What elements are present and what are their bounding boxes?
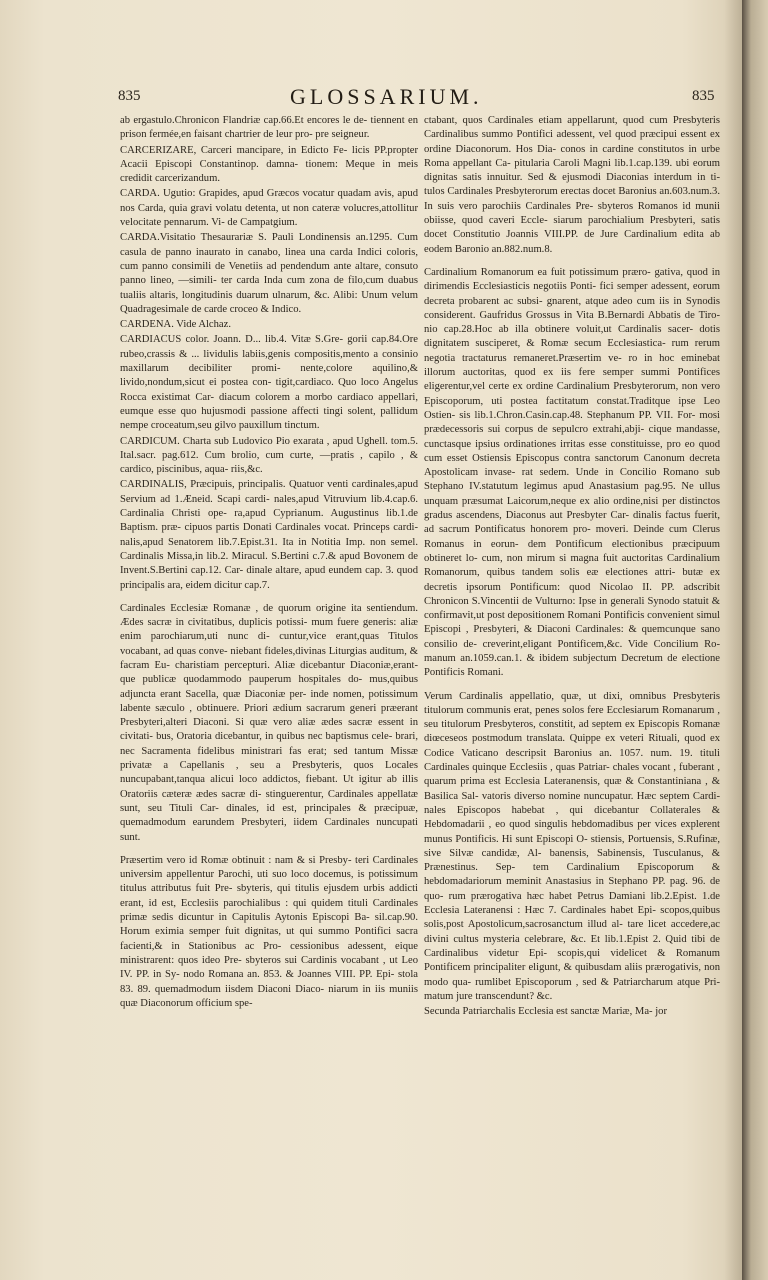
page-number-right: 835 — [692, 88, 715, 104]
paragraph: Cardinalium Romanorum ea fuit potissimum præro- gativa, quod in dirimendis Ecclesiasticis negotiis Ponti- fici semper adessent, eorum decreta probarent ac subsi- gnarent, atque adeo cum iis in Synodis considerent. Gaufridus Grossus in Vita B.Bernardi Abbatis de Tiro- nio cap.28.Hoc ab illa obtinere voluit,ut Cardinalis sacer- dotis dignitatem susciperet, & Romæ secum Ecclesiastica- rum rerum negotia tractaturus remaneret.Præsertim ve- ro in hoc eminebat illorum auctoritas, quod ex iis fere semper summi Pontifices eligerentur,vel certe ex ordine Cardinalium Presbyterorum, non vero Episcoporum, uti postea factitatum constat.Traditque ipse Leo Ostien- sis lib.1.Chron.Casin.cap.48. Stephanum PP. VII. For- mosi prædecessoris sui corpus de sepulcro extrahi,abji- cique mandasse, cunctasque ipsius ordinationes irritas esse constituisse, pro eo quod cum esset Ostiensis Episcopus contra sanctorum Canonum decreta Apostolicam invase- rat sedem. Unde in Concilio Romano sub Stephano IV.statutum legimus apud Anastasium pag.95. Ne ullus unquam præsumat Laicorum,neque ex alio ordine,nisi per distinctos gradus ascendens, Diaconus aut Presbyter Car- dinalis factus fuerit, ad sacrum Pontificatus honorem pro- moveri. Deinde cum Clerus Romanus in eorun- dem Pontificum electionibus præcipuum obtineret lo- cum, non mirum si magna fuit auctoritas Cardinalium Romanorum, quibus tandem solis eæ electiones attri- butæ ex decretis ipsorum Pontificum: quod Nicolao II. PP. adscribit Chronicon S.Vincentii de Vulturno: Ipse in generali Synodo statuit & confirmavit,ut post depositionem Romani Pontificis convenient simul Episcopi , Presbyteri, & Diaconi Cardinales: & quemcunque sano consilio de- creverint,eligant Pontificem,&c. Vide Concilium Ro- manum an.1059.can.1. & ibidem subjectum Decretum de electione Pontificis Romani. — [424, 266, 720, 679]
left-column — [120, 114, 418, 1012]
running-title: GLOSSARIUM. — [290, 84, 483, 109]
entry-cardena: CARDENA. Vide Alchaz. — [120, 319, 231, 331]
adjacent-page-edge — [742, 0, 768, 1280]
entry-cardiacus: CARDIACUS color. Joann. D... lib.4. Vitæ S.Gre- gorii cap.84.Ore rubeo,crassis & ... lividulis labiis,genis compositis,mento a consinio maxillarum decibiliter promi- nente,colore aquilino,& livido,nondum,sicut ei postea con- tigit,cardiaco. Quo loco Angelus Rocca existimat Car- diacum colorem a morbo cardiaco appellari, eumque esse quo hujusmodi passione affecti tingi solent, pallidum nempe croceatum,seu gilvo pauxillum tinctum. — [120, 334, 418, 432]
entry-cardicum: CARDICUM. Charta sub Ludovico Pio exarata , apud Ughell. tom.5. Ital.sacr. pag.612. Cum brolio, cum curte, —pratis , capilo , & cardico, piscinibus, aqua- riis,&c. — [120, 435, 418, 476]
entry-cardinalis: CARDINALIS, Præcipuis, principalis. Quatuor venti cardinales,apud Servium ad 1.Æneid. Scapi cardi- nales,apud Vitruvium lib.4.cap.6. Cardinalia Christi ope- ra,apud Cyprianum. Augustinus lib.1.de Baptism. præ- cipuos partis Donati Cardinales vocat. Princeps cardi- nalis,apud Senatorem lib.7.Epist.31. Ita in Notitia Imp. non semel. Cardinalis Missa,in lib.2. Miracul. S.Bertini c.7.& apud Bovonem de Invent.S.Bertini cap.12. Car- dinale altare, apud eundem cap. 3. quod principalis ara, eidem dicitur cap.7. — [120, 479, 418, 591]
right-column — [424, 114, 720, 1020]
entry-carcerizare: CARCERIZARE, Carceri mancipare, in Edicto Fe- licis PP.propter Acacii Episcopi Constantinop. damna- tionem: Meque in meis credidit carcerizandum. — [120, 144, 418, 185]
page-fold-shadow — [724, 0, 742, 1280]
entry-carda: CARDA. Ugutio: Grapides, apud Græcos vocatur quadam avis, apud nos Carda, quia gravi volatu detenta, ut non cateræ volucres,attollitur velocitate pennarum. Vi- de Campatgium. — [120, 188, 418, 229]
paragraph: Secunda Patriarchalis Ecclesia est sanctæ Mariæ, Ma- jor — [424, 1006, 667, 1018]
paragraph: ctabant, quos Cardinales etiam appellarunt, quod cum Presbyteris Cardinalibus summo Pontifici adessent, vel quod præcipui essent ex ordine Diaconorum. Hos Dia- conos in cardine constitutos in urbe Roma appellant Ca- pitularia Caroli Magni lib.1.cap.139. ubi eorum dignitas satis innuitur. Sed & ejusmodi Diaconias interdum in ti- tulos Cardinales Presbyterorum erectas docet Baronius an.603.num.3. In suis vero parochiis Cardinales Pre- sbyteros Romanos id munii obiisse, quod caveri Eccle- siarum parochialium Presbyteri, satis docet Constitutio Joannis VIII.PP. de Jure Cardinalium edita ab eodem Baronio an.882.num.8. — [424, 115, 720, 255]
entry-carda-visitatio: CARDA.Visitatio Thesaurariæ S. Pauli Londinensis an.1295. Cum casula de panno inaurato in canabo, linea una carda Indici coloris, cum panno consimili de Venetiis ad pendendum ante altare, consuto panno lineo, —simili- ter carda Inda cum zona de filo,cum duabus tualiis altaris, longitudinis duarum ulnarum, &c. Alibi: Unum velum Quadragesimale de carde croceo & Indico. — [120, 232, 418, 315]
paragraph: ab ergastulo.Chronicon Flandriæ cap.66.Et encores le de- tiennent en prison fermée,en faisant chartrier de leur pro- pre seigneur. — [120, 115, 418, 141]
page-number-left: 835 — [118, 88, 141, 104]
page-header — [0, 84, 742, 114]
paragraph: Cardinales Ecclesiæ Romanæ , de quorum origine ita sentiendum. Ædes sacræ in civitatibus, duplicis potissi- mum fuere generis: aliæ enim parochiarum,uti nunc di- cuntur,vice erant,quas Titulos vocabant, ad quas conve- niebant fideles,divinas Liturgias auditum, & facram Eu- charistiam percepturi. Aliæ dicebantur Diaconiæ,erant- que publicæ quodammodo pauperum hospitales do- mus,quibus adjuncta erant Sacella, quæ Diaconiæ per- inde nomen, potissimum labente sæculo , obtinuere. Priori ædium sacrarum generi præerant Presbyteri,alteri Diaconi. Si quæ vero aliæ ædes sacræ essent in civitati- bus, Oratoria dicebantur, in quibus nec baptismus cele- brari, nec Sacramenta fidelibus ministrari fas erat; sed tantum Missæ privatæ a Capellanis , seu a Presbyteris, quos Locales nuncupabant,tanqua alicui loco addictos, fiebant. Ut igitur ab illis Oratoriis cæteræ ædes sacræ di- stinguerentur, Cardinales appellatæ sunt, seu Tituli Car- dinales, id est, principales & præcipuæ, quemadmodum earundem Presbyteri, iidem Cardinales nuncupati sunt. — [120, 602, 418, 843]
paragraph: Verum Cardinalis appellatio, quæ, ut dixi, omnibus Presbyteris titulorum communis erat, penes solos fere Ecclesiarum Romanarum , seu titulorum Presbyteros, constitit, ad septem ex Episcopis Romanæ diœceseos postmodum translata. Quippe ex veteri Rituali, quod ex Codice Vaticano descripsit Baronius an. 1057. num. 19. tituli Cardinales quinque Ecclesiis , quas Patriar- chales vocant , fuberant , quarum prima est Ecclesia Lateranensis, quæ & Constantiniana , & Basilica Sal- vatoris diverso nomine nuncupatur. Hæc septem Cardi- nales Episcopos habebat , qui dicebantur Collaterales & Hebdomadarii , eo quod singulis hebdomadibus per vices explerent munus Pontificis. Hi sunt Episcopi O- stiensis, Portuensis, S.Rufinæ, sive Silvæ candidæ, Al- banensis, Sabinensis, Tusculanus, & Prænestinus. Sep- tem Cardinalium Episcoporum & hebdomadariorum meminit Anastasius in Stephano PP. pag. 96. de quo- rum prærogativa hæc habet Petrus Damiani lib.2.Epist. 1.de Ecclesia Lateranensi : Hæc 7. Cardinales habet Epi- scopos,quibus solis,post Apostolicum,sacrosanctum illud al- tare licet accedere,ac divini cultus mysteria celebrare, &c. Et lib.1.Epist 2. Quid tibi de Cardinalibus videtur Epi- scopis,qui videlicet & Romanum Pontificem principaliter eligunt, & quibusdam aliis prærogativis, non modo qua- rumlibet Episcoporum , sed & Patriarcharum atque Pri- matum jure transcendunt? &c. — [424, 690, 720, 1002]
paragraph: Præsertim vero id Romæ obtinuit : nam & si Presby- teri Cardinales universim appellentur Parochi, uti suo loco docemus, is potissimum titulus attributus fuit Pre- sbyteris, qui titulis ejusdem urbis addicti erant, id est, Ecclesiis parochialibus : qui quidem tituli Cardinales primæ sedis dicuntur in Capitulis Aytonis Episcopi Ba- sil.cap.90. Horum eximia semper fuit dignitas, ut qui summo Pontifici sacra facienti,& in Stationibus ac Pro- cessionibus adessent, eique ministrarent: quos ideo Pre- sbyteros sui Cardinis vocabant , ut Leo IV. PP. in Sy- nodo Romana an. 853. & Joannes VIII. PP. Epi- stola 83. 89. quemadmodum iisdem Diaconi Diaco- niarum in iis muniis quæ Diaconorum officium spe- — [120, 854, 418, 1009]
